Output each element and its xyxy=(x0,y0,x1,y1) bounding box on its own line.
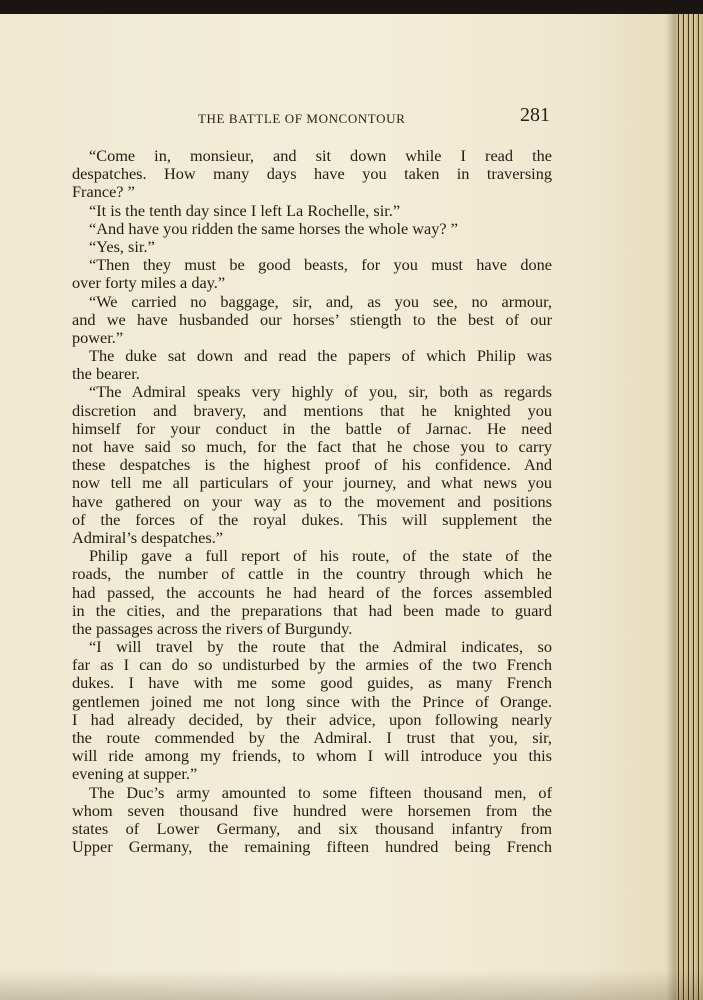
book-page-edges xyxy=(676,14,703,1000)
text-line: these despatches is the highest proof of his confidence. And xyxy=(72,455,552,475)
text-line: not have said so much, for the fact that he chose you to carry xyxy=(72,437,552,456)
text-line: “Come in, monsieur, and sit down while I read the xyxy=(89,146,552,165)
text-line: “The Admiral speaks very highly of you, sir, both as regards xyxy=(89,382,552,402)
text-line: evening at supper.” xyxy=(72,764,198,784)
text-line: gentlemen joined me not long since with the Prince of Orange. xyxy=(72,691,552,711)
page-number: 281 xyxy=(520,104,550,126)
text-line: the passages across the rivers of Burgundy. xyxy=(72,618,353,638)
text-line: power.” xyxy=(72,327,124,347)
text-line: France? ” xyxy=(72,182,135,202)
text-line: “I will travel by the route that the Admiral indicates, so xyxy=(89,637,552,657)
text-line: and we have husbanded our horses’ stiength to the best of our xyxy=(72,309,552,329)
text-line: of the forces of the royal dukes. This will supplement the xyxy=(72,509,552,529)
text-line: will ride among my friends, to whom I will introduce you this xyxy=(72,746,552,766)
text-line: Admiral’s despatches.” xyxy=(72,527,224,547)
text-line: whom seven thousand five hundred were horsemen from the xyxy=(72,800,552,820)
text-line: “We carried no baggage, sir, and, as you see, no armour, xyxy=(89,291,552,311)
text-line: “And have you ridden the same horses the whole way? ” xyxy=(89,218,458,238)
page-bottom-shadow xyxy=(0,970,703,1000)
text-line: roads, the number of cattle in the country through which he xyxy=(72,564,552,584)
text-line: had passed, the accounts he had heard of the forces assembled xyxy=(72,582,552,602)
text-line: the bearer. xyxy=(72,364,140,384)
text-line: Philip gave a full report of his route, of the state of the xyxy=(89,546,552,566)
text-line: discretion and bravery, and mentions that he knighted you xyxy=(72,400,552,420)
running-title: THE BATTLE OF MONCONTOUR xyxy=(198,111,406,126)
text-line: far as I can do so undisturbed by the armies of the two French xyxy=(72,655,552,675)
text-line: “Then they must be good beasts, for you must have done xyxy=(89,255,552,275)
text-line: have gathered on your way as to the movement and positions xyxy=(72,491,552,511)
text-line: The Duc’s army amounted to some fifteen thousand men, of xyxy=(89,782,552,802)
text-line: himself for your conduct in the battle of Jarnac. He need xyxy=(72,418,552,438)
running-head xyxy=(72,104,550,132)
text-line: “Yes, sir.” xyxy=(89,236,155,256)
text-line: I had already decided, by their advice, upon following nearly xyxy=(72,709,552,729)
text-line: “It is the tenth day since I left La Rochelle, sir.” xyxy=(89,200,401,220)
text-line: the route commended by the Admiral. I trust that you, sir, xyxy=(72,728,552,747)
text-line: despatches. How many days have you taken in traversing xyxy=(72,164,552,184)
text-line: now tell me all particulars of your journey, and what news you xyxy=(72,473,552,493)
text-line: The duke sat down and read the papers of which Philip was xyxy=(89,346,552,366)
text-line: Upper Germany, the remaining fifteen hundred being French xyxy=(72,837,552,857)
text-line: over forty miles a day.” xyxy=(72,273,226,293)
text-line: states of Lower Germany, and six thousand infantry from xyxy=(72,818,552,838)
text-line: dukes. I have with me some good guides, as many French xyxy=(72,673,552,693)
body-text xyxy=(72,147,552,856)
text-line: in the cities, and the preparations that had been made to guard xyxy=(72,600,552,620)
